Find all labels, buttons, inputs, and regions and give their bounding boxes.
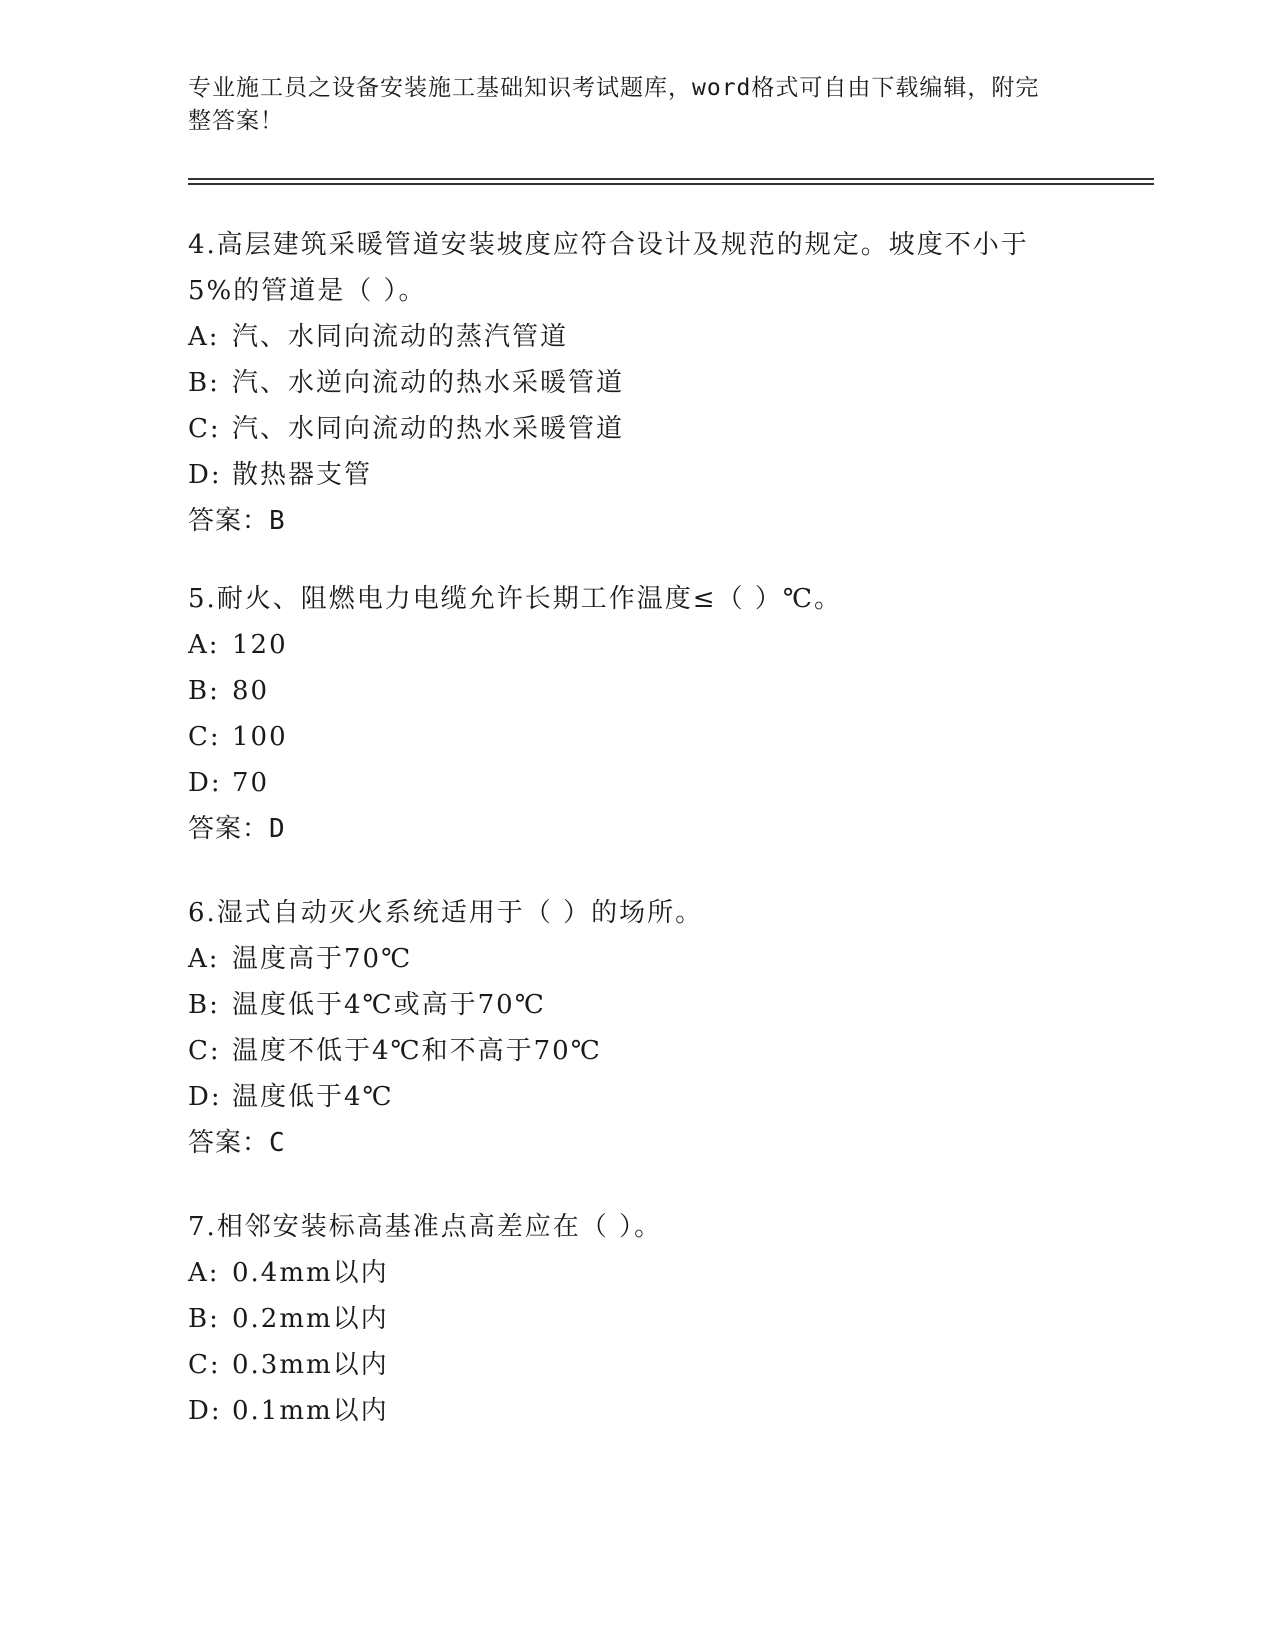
option-text: 120	[232, 630, 288, 660]
header-line-1: 专业施工员之设备安装施工基础知识考试题库，word格式可自由下载编辑，附完	[188, 75, 1040, 101]
answer-value: D	[269, 814, 286, 844]
option-label: A:	[188, 1258, 220, 1288]
option-text: 温度低于4℃	[232, 1082, 394, 1112]
answer-line	[188, 498, 1088, 544]
header-divider-top	[188, 178, 1154, 180]
option-label: D:	[188, 1396, 222, 1426]
option-b	[188, 1296, 1088, 1342]
option-label: D:	[188, 768, 222, 798]
answer-value: C	[269, 1128, 286, 1158]
question-stem-line: 4.高层建筑采暖管道安装坡度应符合设计及规范的规定。坡度不小于	[188, 230, 1029, 260]
option-text: 0.4mm以内	[232, 1258, 389, 1288]
question-stem-line: 5.耐火、阻燃电力电缆允许长期工作温度≤（ ）℃。	[188, 584, 842, 614]
option-label: B:	[188, 990, 220, 1020]
option-text: 散热器支管	[232, 460, 373, 490]
question-4	[188, 222, 1088, 544]
header-divider-bottom	[188, 183, 1154, 185]
answer-line	[188, 806, 1088, 852]
option-text: 汽、水逆向流动的热水采暖管道	[232, 368, 625, 398]
option-label: A:	[188, 944, 220, 974]
answer-label: 答案：	[188, 1128, 270, 1158]
option-label: A:	[188, 630, 220, 660]
option-text: 0.2mm以内	[232, 1304, 389, 1334]
option-text: 汽、水同向流动的蒸汽管道	[232, 322, 569, 352]
option-c	[188, 714, 1088, 760]
option-a	[188, 314, 1088, 360]
option-text: 100	[232, 722, 288, 752]
option-c	[188, 406, 1088, 452]
option-text: 温度低于4℃或高于70℃	[232, 990, 546, 1020]
option-text: 80	[232, 676, 270, 706]
option-label: C:	[188, 722, 221, 752]
answer-label: 答案：	[188, 814, 270, 844]
option-a	[188, 936, 1088, 982]
option-label: B:	[188, 676, 220, 706]
option-a	[188, 622, 1088, 668]
option-text: 70	[232, 768, 270, 798]
header-line-2: 整答案！	[188, 108, 284, 134]
answer-label: 答案：	[188, 506, 270, 536]
option-d	[188, 760, 1088, 806]
option-label: B:	[188, 368, 220, 398]
option-text: 0.1mm以内	[232, 1396, 389, 1426]
question-6	[188, 890, 1088, 1166]
option-text: 汽、水同向流动的热水采暖管道	[232, 414, 625, 444]
question-stem-line: 7.相邻安装标高基准点高差应在（ ）。	[188, 1212, 663, 1242]
option-text: 温度高于70℃	[232, 944, 413, 974]
option-label: D:	[188, 460, 222, 490]
option-label: B:	[188, 1304, 220, 1334]
option-label: D:	[188, 1082, 222, 1112]
question-7	[188, 1204, 1088, 1434]
question-stem-line: 6.湿式自动灭火系统适用于（ ）的场所。	[188, 898, 704, 928]
answer-line	[188, 1120, 1088, 1166]
option-a	[188, 1250, 1088, 1296]
option-d	[188, 1074, 1088, 1120]
option-d	[188, 452, 1088, 498]
option-label: C:	[188, 1036, 221, 1066]
option-b	[188, 668, 1088, 714]
option-c	[188, 1028, 1088, 1074]
option-label: C:	[188, 1350, 221, 1380]
option-c	[188, 1342, 1088, 1388]
document-header	[188, 72, 1068, 138]
option-label: A:	[188, 322, 220, 352]
option-label: C:	[188, 414, 221, 444]
option-b	[188, 982, 1088, 1028]
question-stem-line: 5%的管道是（ ）。	[188, 276, 427, 306]
answer-value: B	[269, 506, 286, 536]
option-b	[188, 360, 1088, 406]
option-text: 温度不低于4℃和不高于70℃	[232, 1036, 602, 1066]
question-5	[188, 576, 1088, 852]
option-d	[188, 1388, 1088, 1434]
option-text: 0.3mm以内	[232, 1350, 389, 1380]
